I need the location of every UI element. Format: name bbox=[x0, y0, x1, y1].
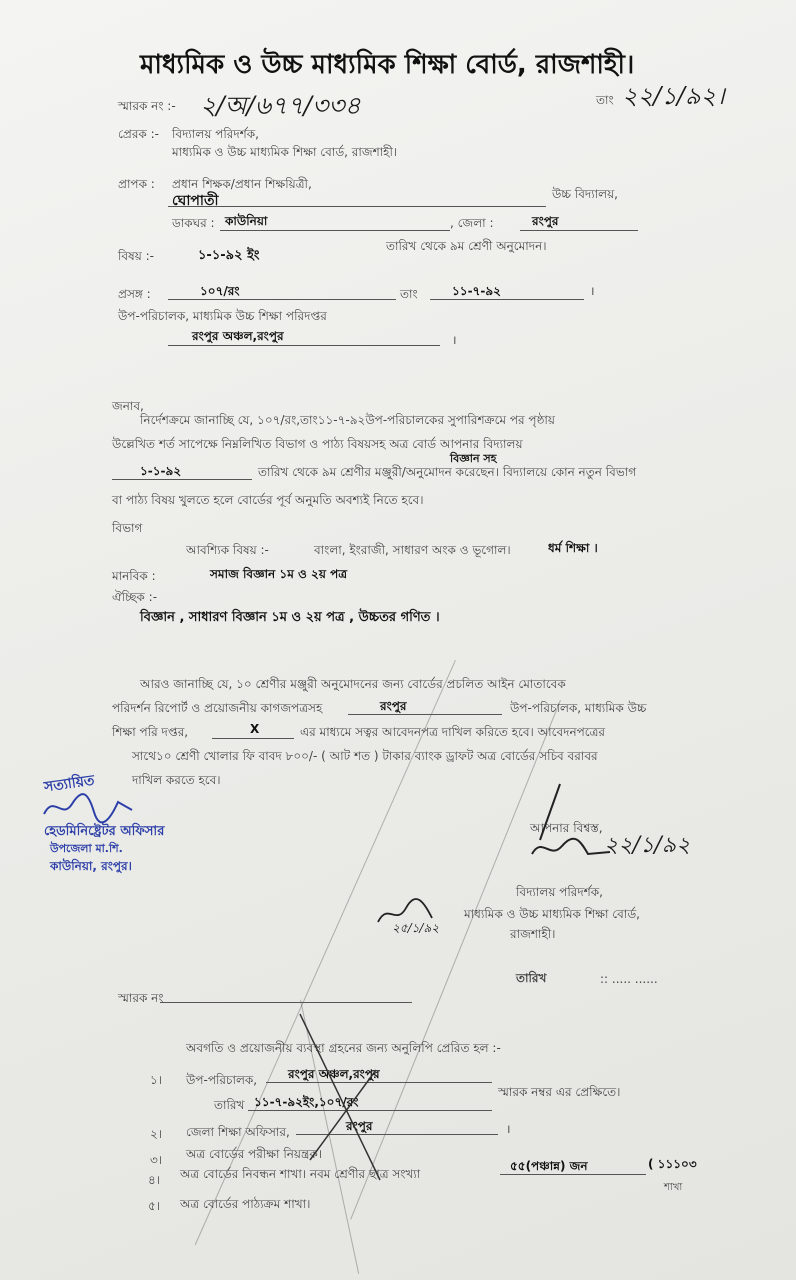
footer-memo-label: স্মারক নং bbox=[118, 991, 164, 1005]
footer-date-label: তারিখ bbox=[516, 971, 547, 985]
body-paragraph-2-line-5: দাখিল করতে হবে। bbox=[132, 773, 221, 787]
science-subjects: বিজ্ঞান , সাধারণ বিজ্ঞান ১ম ও ২য় পত্র , উচ্চতর গণিত । bbox=[140, 610, 440, 625]
recipient-label: প্রাপক : bbox=[118, 177, 155, 191]
cross-mark-icon bbox=[280, 1010, 400, 1190]
student-count: ৫৫(পঞ্চান্ন) জন bbox=[510, 1159, 588, 1173]
copy-2-number: ২। bbox=[150, 1127, 163, 1141]
deputy-area-fill: রংপুর bbox=[380, 699, 407, 713]
initial-date: ২৫/১/৯২ bbox=[392, 921, 440, 935]
fill-line bbox=[430, 299, 584, 300]
subject-label: বিষয় :- bbox=[118, 249, 154, 263]
subject-date: ১-১-৯২ ইং bbox=[198, 248, 260, 263]
fill-line bbox=[160, 1002, 412, 1003]
copy-2-label: জেলা শিক্ষা অফিসার, bbox=[186, 1125, 290, 1139]
copy-1-label: উপ-পরিচালক, bbox=[186, 1073, 258, 1087]
fill-line bbox=[212, 738, 294, 739]
inserted-text: বিজ্ঞান সহ bbox=[450, 452, 497, 465]
signature-date: ২২/১/৯২ bbox=[604, 833, 691, 858]
body-paragraph-1-line-3: তারিখ থেকে ৯ম শ্রেণীর মঞ্জুরী/অনুমোদন করেছেন। বিদ্যালয়ে কোন নতুন বিভাগ bbox=[258, 465, 637, 479]
copy-3-text: অত্র বোর্ডের পরীক্ষা নিয়ন্ত্রক। bbox=[186, 1147, 323, 1161]
copy-1-date: ১১-৭-৯২ইং,১০৭/রং bbox=[254, 1095, 359, 1109]
copy-2-end: । bbox=[506, 1122, 511, 1136]
copy-4-text: অত্র বোর্ডের নিবন্ধন শাখা। নবম শ্রেণীর ছাত্র সংখ্যা bbox=[180, 1167, 421, 1181]
school-suffix: উচ্চ বিদ্যালয়, bbox=[552, 187, 618, 201]
closing: আপনার বিশ্বস্ত, bbox=[530, 821, 603, 835]
fill-line bbox=[500, 1174, 646, 1175]
body-paragraph-1-line-1: নির্দেশক্রমে জানাচ্ছি যে, ১০৭/রং,তাং১১-৭-৯২উপ-পরিচালকের সুপারিশক্রমে পর পৃষ্ঠায় bbox=[140, 413, 555, 427]
department-label: বিভাগ bbox=[112, 521, 143, 535]
signoff-title-2: মাধ্যমিক ও উচ্চ মাধ্যমিক শিক্ষা বোর্ড, bbox=[464, 907, 640, 921]
fill-line bbox=[112, 479, 252, 480]
humanities-subjects: সমাজ বিজ্ঞান ১ম ও ২য় পত্র bbox=[210, 567, 348, 581]
deputy-director: উপ-পরিচালক, মাধ্যমিক উচ্চ শিক্ষা পরিদপ্তর bbox=[118, 309, 327, 323]
sender-label: প্রেরক :- bbox=[118, 127, 160, 141]
fill-line bbox=[168, 345, 440, 346]
stamp-signature-icon bbox=[40, 790, 150, 824]
body-paragraph-2-line-3a: শিক্ষা পরি দপ্তর, bbox=[112, 725, 189, 739]
copy-3-number: ৩। bbox=[150, 1153, 163, 1167]
stamp-line-2: হেডমিনিষ্ট্রেটর অফিসার bbox=[44, 824, 165, 839]
copy-1-date-label: তারিখ bbox=[214, 1098, 245, 1112]
signoff-title-3: রাজশাহী। bbox=[510, 927, 556, 941]
reference-label: প্রসঙ্গ : bbox=[118, 287, 151, 301]
copy-4-number: ৪। bbox=[148, 1173, 161, 1187]
humanities-label: মানবিক : bbox=[112, 569, 156, 583]
approval-date: ১-১-৯২ bbox=[140, 464, 182, 478]
copy-1-number: ১। bbox=[150, 1073, 163, 1087]
fill-line bbox=[520, 230, 638, 231]
religion-subject: ধর্ম শিক্ষা । bbox=[548, 541, 598, 555]
fill-line bbox=[220, 230, 450, 231]
memo-date-label: তাং bbox=[596, 93, 614, 107]
fill-line bbox=[168, 299, 396, 300]
footer-date-dots: :: ..... ...... bbox=[600, 972, 658, 986]
deputy-end: । bbox=[452, 333, 457, 347]
salutation: জনাব, bbox=[112, 399, 144, 413]
copy-4-extra: ( ১১১০৩ bbox=[648, 1157, 697, 1171]
sender-line2: মাধ্যমিক ও উচ্চ মাধ্যমিক শিক্ষা বোর্ড, রাজশাহী। bbox=[172, 145, 398, 159]
compulsory-label: আবশ্যিক বিষয় :- bbox=[186, 543, 269, 557]
board-title: মাধ্যমিক ও উচ্চ মাধ্যমিক শিক্ষা বোর্ড, রাজশাহী। bbox=[140, 50, 635, 80]
recipient-title: প্রধান শিক্ষক/প্রধান শিক্ষয়িত্রী, bbox=[172, 177, 312, 191]
copy-1-suffix: স্মারক নম্বর এর প্রেক্ষিতে। bbox=[498, 1085, 621, 1099]
fill-line bbox=[348, 714, 502, 715]
elective-label: ঐচ্ছিক :- bbox=[112, 590, 158, 604]
reference-date: ১১-৭-৯২ bbox=[452, 284, 501, 298]
signoff-title-1: বিদ্যালয় পরিদর্শক, bbox=[516, 885, 603, 899]
stamp-line-1: সত্যায়িত bbox=[43, 772, 96, 796]
post-office-label: ডাকঘর : bbox=[172, 216, 215, 230]
memo-date: ২২/১/৯২। bbox=[622, 82, 725, 110]
stamp-line-4: কাউনিয়া, রংপুর। bbox=[50, 859, 132, 873]
body-paragraph-2-line-1: আরও জানাচ্ছি যে, ১০ শ্রেণীর মঞ্জুরী অনুমোদনের জন্য বোর্ডের প্রচলিত আইন মোতাবেক bbox=[140, 677, 566, 691]
sender-line1: বিদ্যালয় পরিদর্শক, bbox=[172, 127, 259, 141]
reference-end: । bbox=[590, 284, 595, 298]
body-paragraph-2-line-3b: এর মাধ্যমে সত্বর আবেদনপত্র দাখিল করিতে হবে। আবেদনপত্রের bbox=[300, 725, 605, 739]
memo-label: স্মারক নং :- bbox=[118, 99, 176, 113]
compulsory-subjects: বাংলা, ইংরাজী, সাধারণ অংক ও ভূগোল। bbox=[314, 543, 511, 557]
district-label: , জেলা : bbox=[450, 216, 494, 230]
school-name: ঘোপাতী bbox=[172, 193, 219, 209]
memo-number: ২/অ/৬৭৭/৩৩৪ bbox=[200, 91, 361, 120]
reference-date-label: তাং bbox=[400, 287, 418, 301]
fill-line bbox=[168, 206, 546, 207]
deputy-area: রংপুর অঞ্চল,রংপুর bbox=[192, 329, 284, 343]
copy-5-number: ৫। bbox=[148, 1199, 161, 1213]
post-office: কাউনিয়া bbox=[225, 214, 268, 228]
reference-number: ১০৭/রং bbox=[200, 284, 240, 298]
body-paragraph-1-line-2: উল্লেখিত শর্ত সাপেক্ষে নিম্নলিখিত বিভাগ ও পাঠ্য বিষয়সহ অত্র বোর্ড আপনার বিদ্যালয় bbox=[112, 437, 523, 451]
district: রংপুর bbox=[532, 214, 559, 228]
subject-text: তারিখ থেকে ৯ম শ্রেণী অনুমোদন। bbox=[386, 239, 547, 253]
body-paragraph-2-line-2b: উপ-পরিচালক, মাধ্যমিক উচ্চ bbox=[510, 701, 647, 715]
body-paragraph-2-line-4: সাথে১০ শ্রেণী খোলার ফি বাবদ ৮০০/- ( আট শত ) টাকার ব্যাংক ড্রাফট অত্র বোর্ডের সচিব বরাবর bbox=[132, 749, 598, 763]
stamp-line-3: উপজেলা মা.শি. bbox=[50, 842, 123, 855]
body-paragraph-1-line-4: বা পাঠ্য বিষয় খুলতে হলে বোর্ডের পূর্ব অনুমতি অবশ্যই নিতে হবে। bbox=[112, 493, 424, 507]
copy-5-text: অত্র বোর্ডের পাঠ্যক্রম শাখা। bbox=[180, 1197, 311, 1211]
copy-4-note: শাখা bbox=[664, 1182, 683, 1193]
body-paragraph-2-line-2a: পরিদর্শন রিপোর্ট ও প্রয়োজনীয় কাগজপত্রসহ bbox=[112, 701, 323, 715]
office-fill: X bbox=[250, 722, 260, 736]
copy-intro: অবগতি ও প্রয়োজনীয় ব্যবস্থা গ্রহনের জন্য অনুলিপি প্রেরিত হল :- bbox=[186, 1041, 501, 1055]
copy-1-value: রংপুর অঞ্চল,রংপুর bbox=[288, 1067, 380, 1081]
copy-2-value: রংপুর bbox=[346, 1119, 373, 1133]
